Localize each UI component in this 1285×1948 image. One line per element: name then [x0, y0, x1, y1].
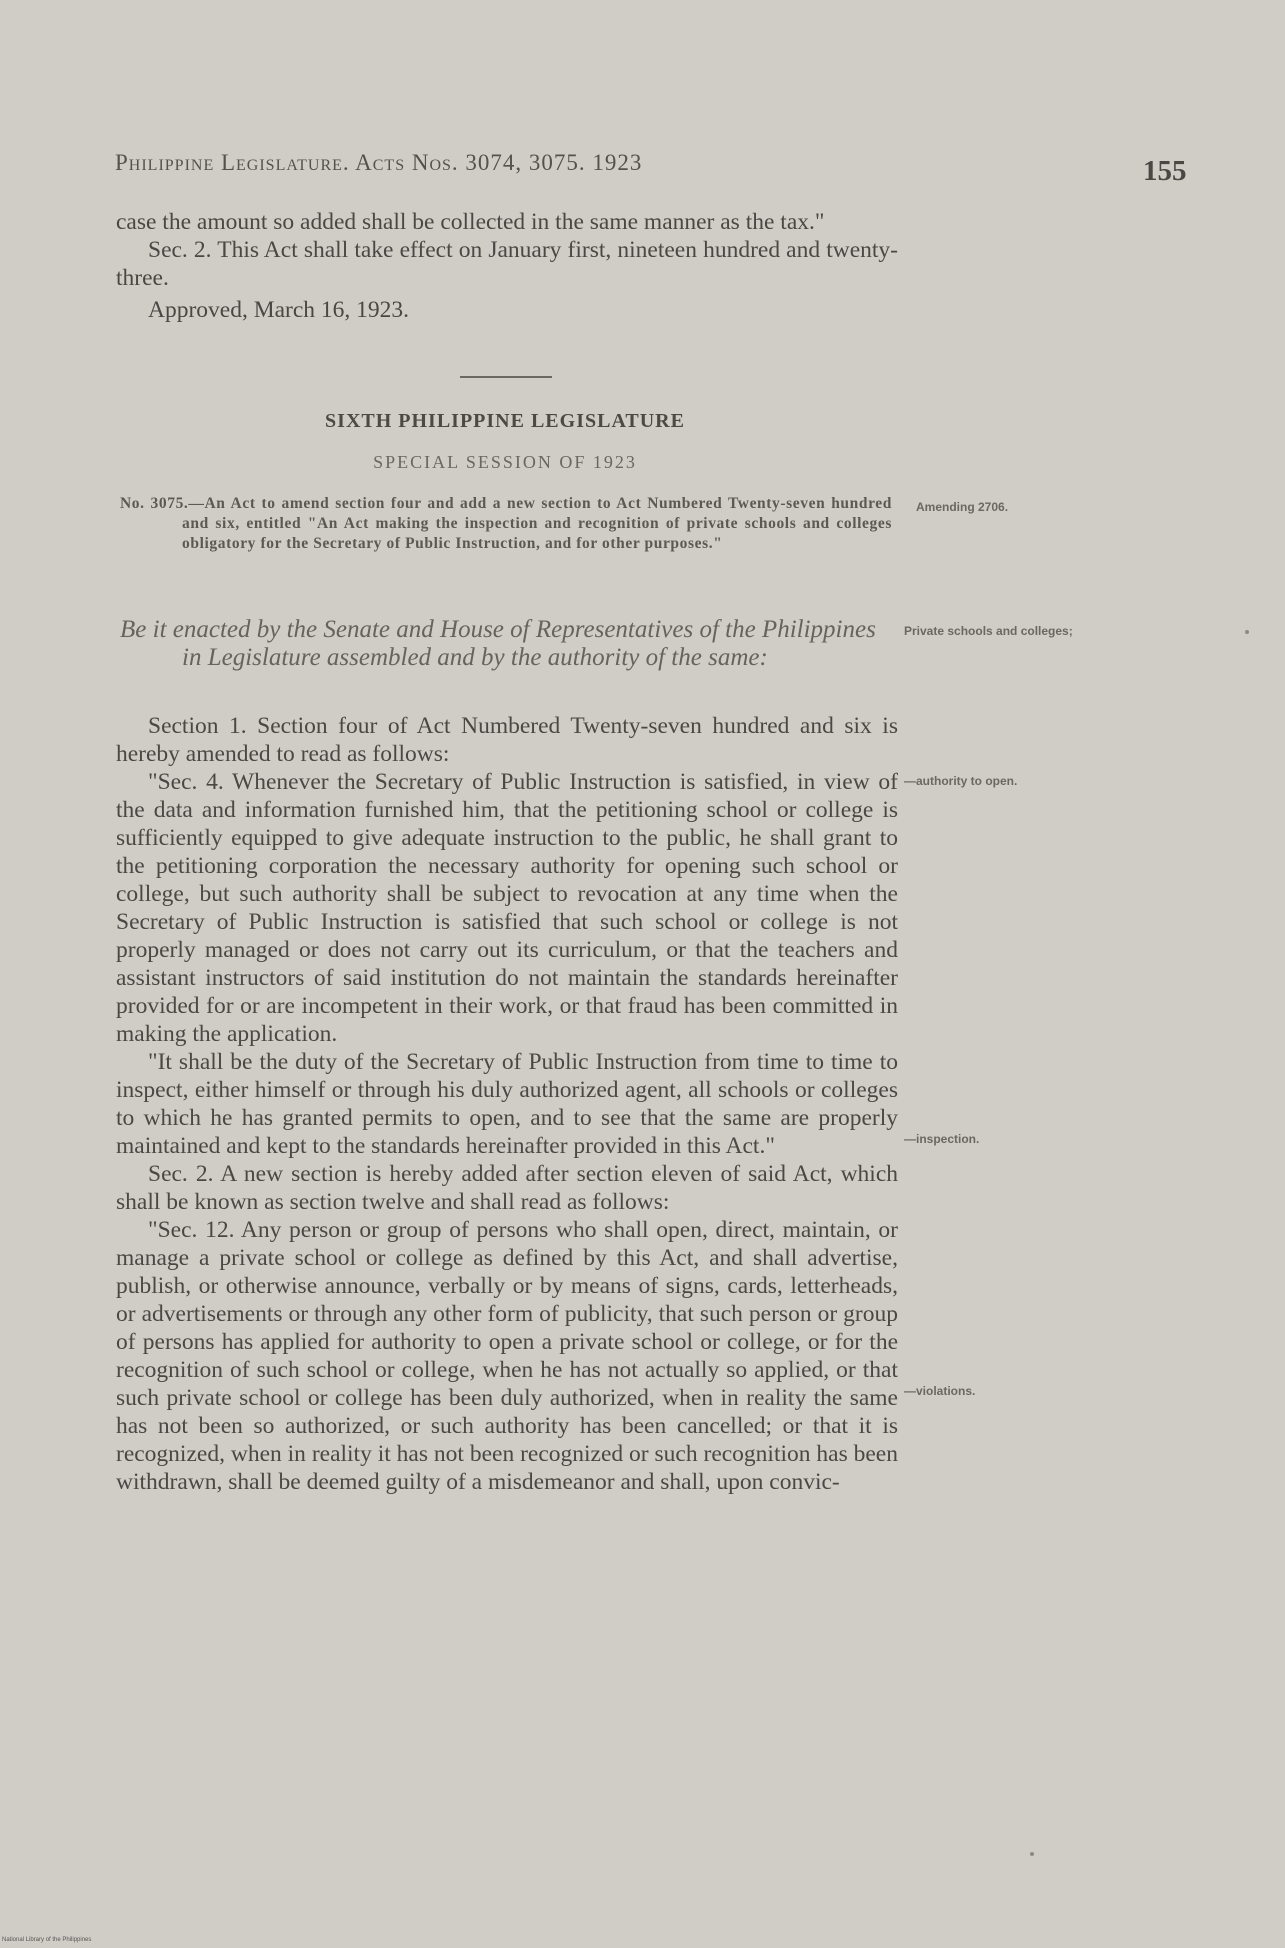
- legislature-title: SIXTH PHILIPPINE LEGISLATURE: [325, 410, 685, 432]
- act-heading: [120, 494, 892, 554]
- margin-note-inspection: —inspection.: [904, 1132, 980, 1146]
- section-4-text: "Sec. 4. Whenever the Secretary of Public Instruction is satisfied, in view of the data and information furnished him, that the petitioning school or college is sufficiently equipped to give adequate instruction to the public, he shall grant to the petitioning corporation the necessary authority for opening such school or college, but such authority shall be subject to revocation at any time when the Secretary of Public Instruction is satisfied that such school or college is not properly managed or does not carry out its curriculum, or that the teachers and assistant instructors of said institution do not maintain the standards hereinafter provided for or are incompetent in their work, or that fraud has been committed in making the application.: [116, 769, 898, 1047]
- section-12-text: "Sec. 12. Any person or group of persons who shall open, direct, maintain, or manage a private school or college as defined by this Act, and shall advertise, publish, or otherwise announce, verbally or by means of signs, cards, letterheads, or advertisements or through any other form of publicity, that such person or group of persons has applied for authority to open a private school or college, or for the recognition of such school or college, when he has not actually so applied, or that such private school or college has been duly authorized, when in reality the same has not been so authorized, or such authority has been cancelled; or that it is recognized, when in reality it has not been recognized or such recognition has been withdrawn, shall be deemed guilty of a misdemeanor and shall, upon convic-: [116, 1217, 898, 1495]
- margin-note-authority: —authority to open.: [904, 774, 1018, 788]
- margin-note-private-schools: Private schools and colleges;: [904, 624, 1073, 638]
- running-head: Philippine Legislature. Acts Nos. 3074, 3075. 1923: [115, 150, 643, 175]
- main-text: [116, 712, 898, 1496]
- section-1: Section 1. Section four of Act Numbered Twenty-seven hundred and six is hereby amended to read as follows:: [116, 713, 898, 767]
- page-number: 155: [1143, 155, 1187, 187]
- scan-footer: National Library of the Philippines: [2, 1937, 92, 1943]
- section-2-text: Sec. 2. A new section is hereby added after section eleven of said Act, which shall be known as section twelve and shall read as follows:: [116, 1161, 898, 1215]
- previous-act-section-2: Sec. 2. This Act shall take effect on January first, nineteen hundred and twenty-three.: [116, 237, 898, 291]
- paper-speck: [1245, 630, 1249, 634]
- act-title: No. 3075.—An Act to amend section four and add a new section to Act Numbered Twenty-seven hundred and six, entitled "An Act making the inspection and recognition of private schools and colleges obligatory for the Secretary of Public Instruction, and for other purposes.": [120, 495, 892, 552]
- previous-act-closing: case the amount so added shall be collected in the same manner as the tax.": [116, 209, 825, 235]
- session-title: SPECIAL SESSION OF 1923: [373, 452, 637, 472]
- previous-act-text: [116, 208, 898, 324]
- section-divider: [460, 376, 552, 378]
- enacting-clause: Be it enacted by the Senate and House of Representatives of the Philippines in Legislature assembled and by the authority of the same:: [120, 616, 876, 671]
- paper-speck: [1030, 1852, 1034, 1856]
- margin-note-violations: —violations.: [904, 1384, 976, 1398]
- enacting-clause-block: [120, 616, 892, 672]
- margin-note-amending: Amending 2706.: [916, 500, 1009, 514]
- inspection-duty-text: "It shall be the duty of the Secretary of Public Instruction from time to time to inspect, either himself or through his duly authorized agent, all schools or colleges to which he has granted permits to open, and to see that the same are properly maintained and kept to the standards hereinafter provided in this Act.": [116, 1049, 898, 1159]
- approval-date: Approved, March 16, 1923.: [148, 297, 410, 323]
